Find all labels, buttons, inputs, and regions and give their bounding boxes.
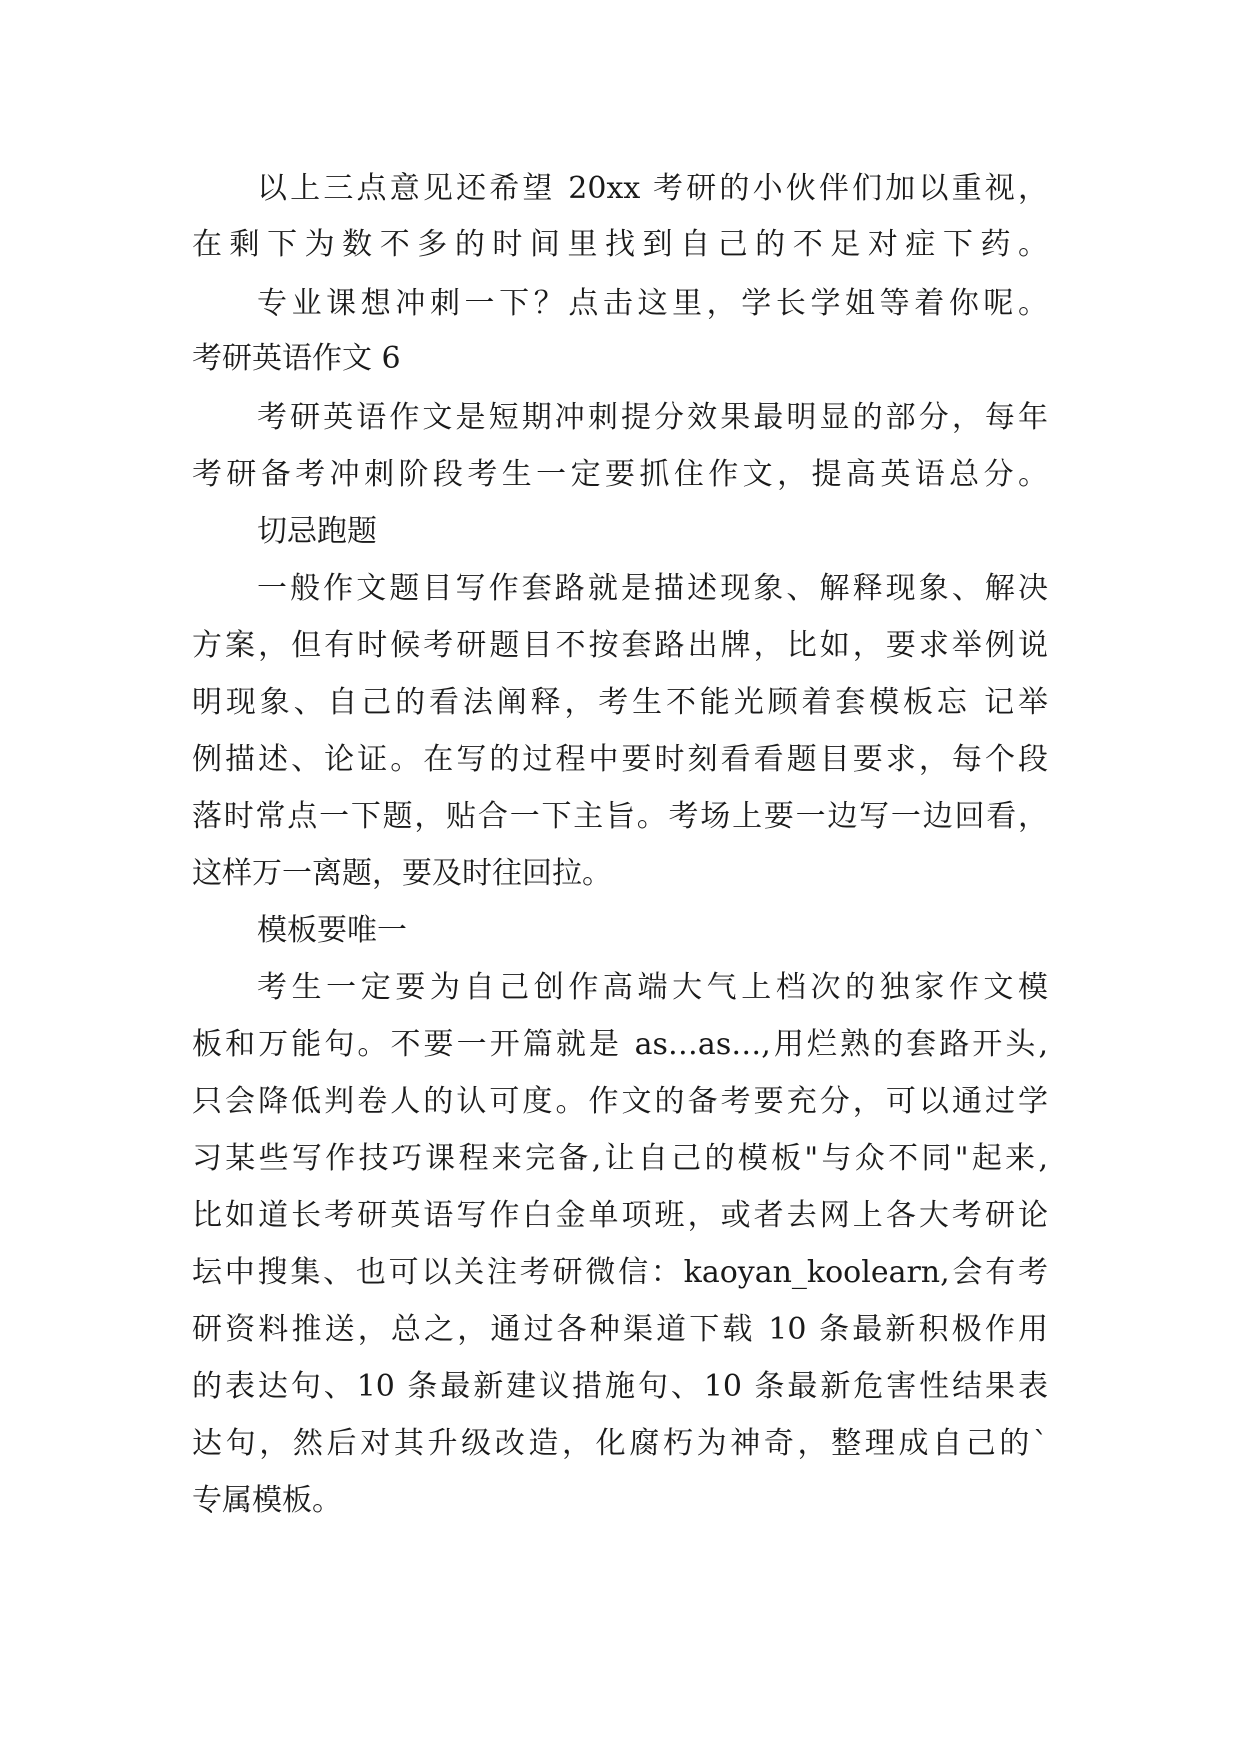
subheading: 切忌跑题 (257, 514, 377, 549)
paragraph-line: 明现象、自己的看法阐释，考生不能光顾着套模板忘 记举 (192, 685, 1048, 720)
paragraph-line: 达句，然后对其升级改造，化腐朽为神奇，整理成自己的` (192, 1426, 1048, 1461)
paragraph-line: 方案，但有时候考研题目不按套路出牌，比如，要求举例说 (192, 628, 1048, 663)
paragraph-line: 考研英语作文是短期冲刺提分效果最明显的部分，每年 (257, 400, 1048, 435)
paragraph-line: 落时常点一下题，贴合一下主旨。考场上要一边写一边回看， (192, 799, 1048, 834)
paragraph-line: 坛中搜集、也可以关注考研微信：kaoyan_koolearn,会有考 (192, 1255, 1048, 1290)
paragraph-line: 比如道长考研英语写作白金单项班，或者去网上各大考研论 (192, 1198, 1048, 1233)
paragraph-line: 专业课想冲刺一下？点击这里，学长学姐等着你呢。 (257, 286, 1048, 321)
section-heading: 考研英语作文 6 (192, 341, 401, 376)
paragraph-line: 这样万一离题，要及时往回拉。 (192, 856, 612, 891)
paragraph-line: 习某些写作技巧课程来完备,让自己的模板"与众不同"起来, (192, 1141, 1048, 1176)
paragraph-line: 例描述、论证。在写的过程中要时刻看看题目要求，每个段 (192, 742, 1048, 777)
paragraph-line: 专属模板。 (192, 1483, 342, 1518)
paragraph-line: 只会降低判卷人的认可度。作文的备考要充分，可以通过学 (192, 1084, 1048, 1119)
paragraph-line: 考研备考冲刺阶段考生一定要抓住作文，提高英语总分。 (192, 457, 1048, 492)
paragraph-line: 研资料推送，总之，通过各种渠道下载 10 条最新积极作用 (192, 1312, 1048, 1347)
subheading: 模板要唯一 (257, 913, 407, 948)
paragraph-line: 一般作文题目写作套路就是描述现象、解释现象、解决 (257, 571, 1048, 606)
paragraph-line: 以上三点意见还希望 20xx 考研的小伙伴们加以重视， (257, 171, 1048, 206)
paragraph-line: 考生一定要为自己创作高端大气上档次的独家作文模 (257, 970, 1048, 1005)
paragraph-line: 板和万能句。不要一开篇就是 as…as…,用烂熟的套路开头, (192, 1027, 1048, 1062)
paragraph-line: 在剩下为数不多的时间里找到自己的不足对症下药。 (192, 227, 1048, 262)
paragraph-line: 的表达句、10 条最新建议措施句、10 条最新危害性结果表 (192, 1369, 1048, 1404)
